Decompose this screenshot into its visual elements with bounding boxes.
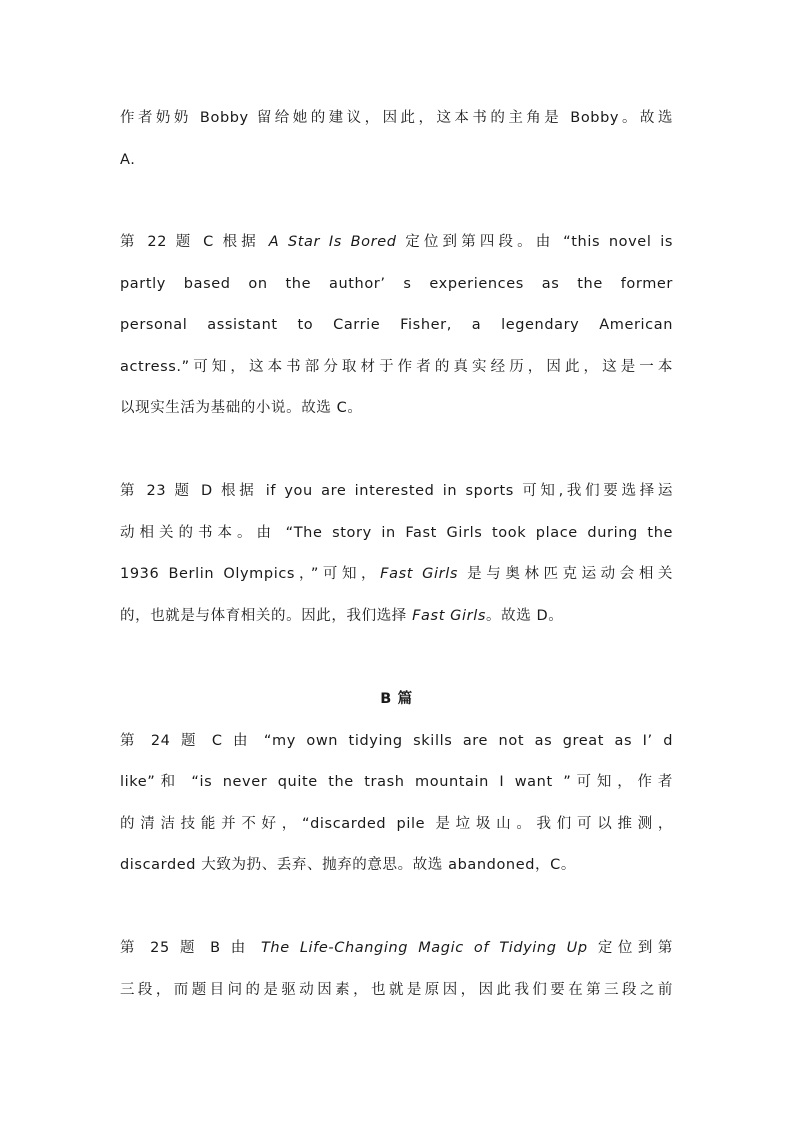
text-line: discarded 大致为扔、丢弃、抛弃的意思。故选 abandoned，C。 bbox=[120, 857, 576, 873]
text-line: 以现实生活为基础的小说。故选 C。 bbox=[120, 400, 363, 416]
text-line: 作者奶奶 Bobby 留给她的建议，因此，这本书的主角是 Bobby。故选 bbox=[120, 110, 673, 126]
text-line: personal assistant to Carrie Fisher, a legendary American bbox=[120, 317, 673, 333]
text-segment: 定位到第四段。由 “this novel is bbox=[396, 234, 673, 250]
text-line bbox=[120, 606, 673, 626]
text-line: actress.”可知，这本书部分取材于作者的真实经历，因此，这是一本 bbox=[120, 359, 673, 375]
text-line: 动相关的书本。由 “The story in Fast Girls took place during the bbox=[120, 525, 673, 541]
italic-title: A Star Is Bored bbox=[268, 234, 397, 250]
italic-title: Fast Girls bbox=[380, 566, 458, 582]
text-line: 三段，而题目问的是驱动因素，也就是原因，因此我们要在第三段之前 bbox=[120, 982, 673, 998]
text-line: 的清洁技能并不好，“discarded pile 是垃圾山。我们可以推测， bbox=[120, 816, 673, 832]
text-segment: 定位到第 bbox=[587, 940, 674, 956]
italic-title: The Life-Changing Magic of Tidying Up bbox=[260, 940, 588, 956]
text-line bbox=[120, 564, 673, 584]
italic-title: Fast Girls bbox=[412, 608, 486, 624]
text-segment: 第 25 题 B 由 bbox=[120, 940, 261, 956]
section-heading: B 篇 bbox=[380, 691, 413, 707]
text-line bbox=[120, 938, 673, 958]
text-segment: 。故选 D。 bbox=[486, 608, 564, 624]
text-line: 第 23 题 D 根据 if you are interested in sports 可知,我们要选择运 bbox=[120, 483, 673, 499]
text-line bbox=[120, 232, 673, 252]
text-segment: 是与奥林匹克运动会相关 bbox=[458, 566, 673, 582]
text-line: like”和 “is never quite the trash mountain I want ”可知，作者 bbox=[120, 774, 673, 790]
text-line: 第 24 题 C 由 “my own tidying skills are not as great as I’ d bbox=[120, 733, 673, 749]
text-line: partly based on the author’ s experiences as the former bbox=[120, 276, 673, 292]
text-segment: 1936 Berlin Olympics，”可知， bbox=[120, 566, 381, 582]
text-line: A. bbox=[120, 152, 136, 168]
text-segment: 第 22 题 C 根据 bbox=[120, 234, 269, 250]
text-segment: 的，也就是与体育相关的。因此，我们选择 bbox=[120, 608, 413, 624]
